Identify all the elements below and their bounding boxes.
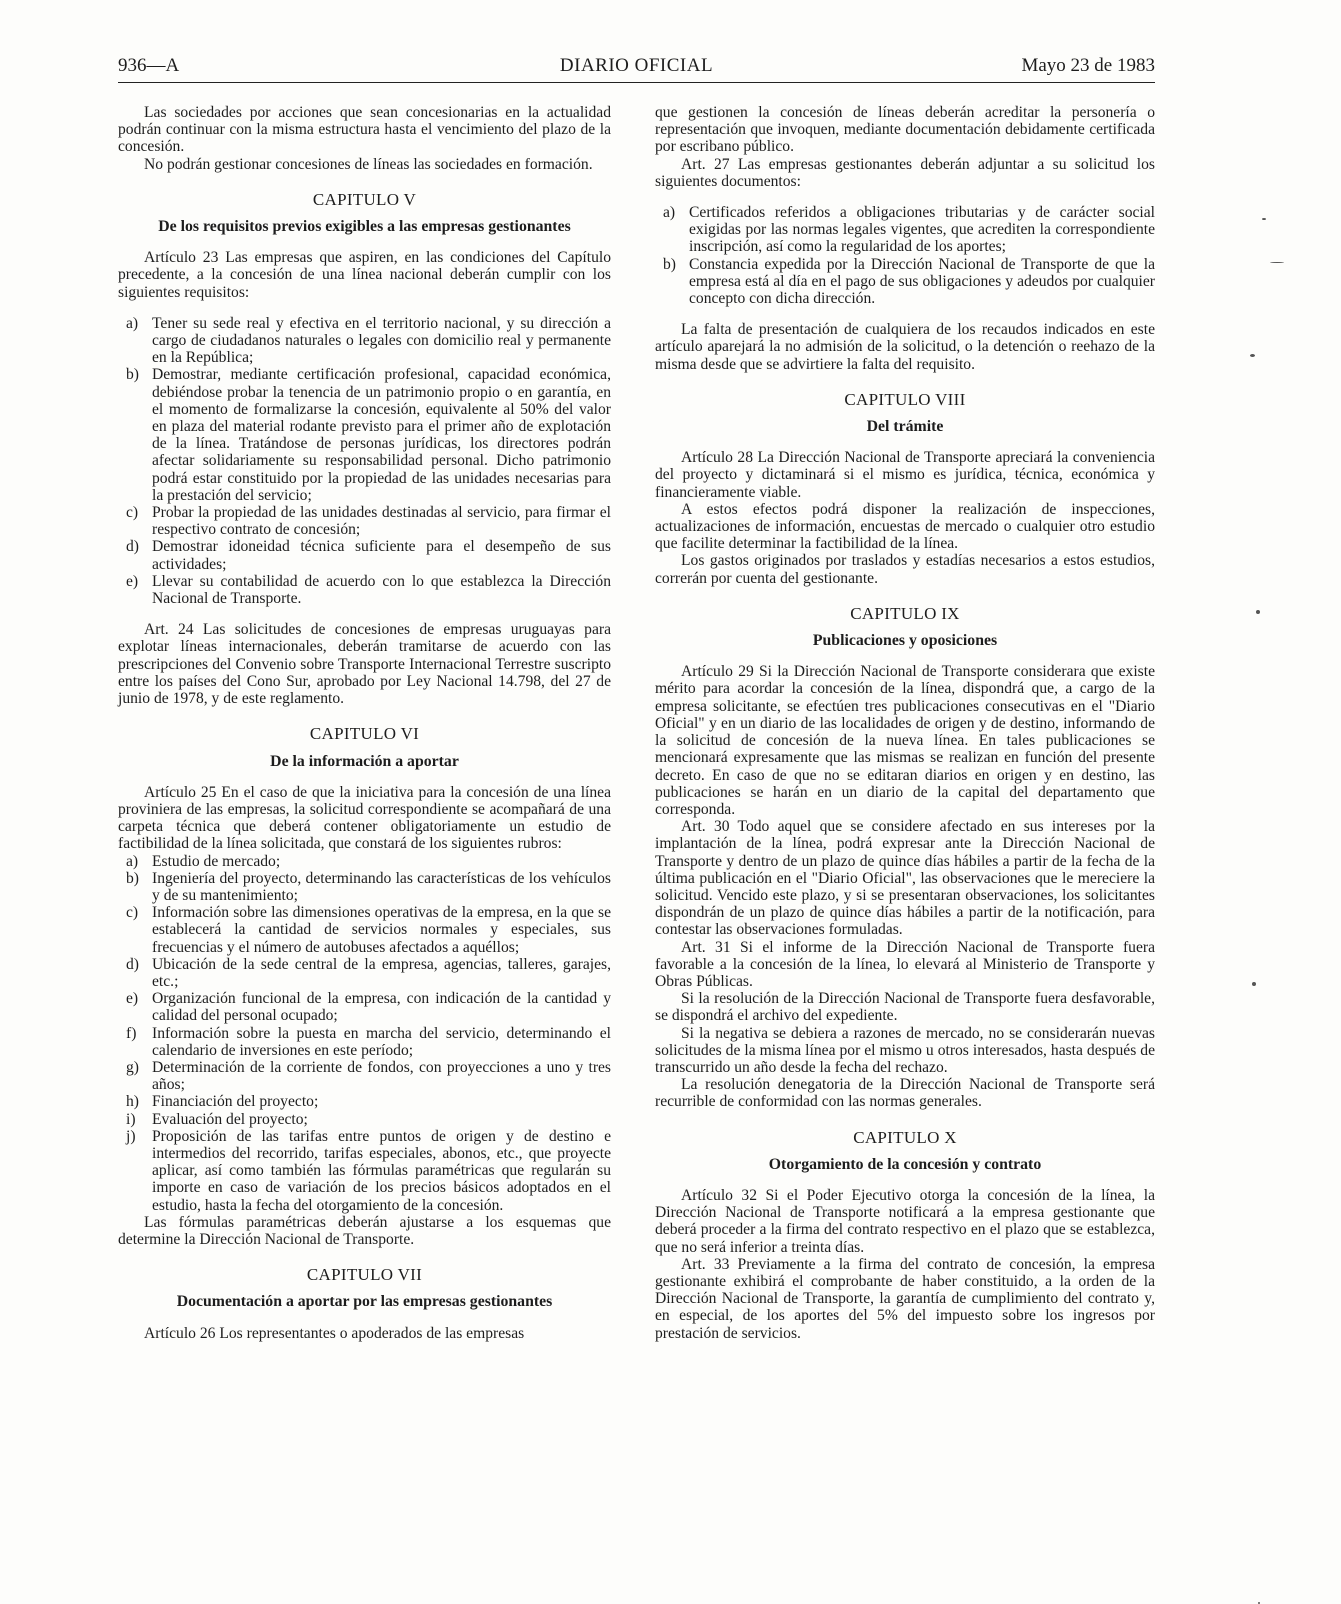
article-paragraph: Art. 31 Si el informe de la Dirección Nacional de Transporte fuera favorable a la concesión de la línea, lo elevará al Ministerio de Transporte y Obras Públicas.: [655, 938, 1155, 990]
chapter-subtitle: Otorgamiento de la concesión y contrato: [768, 1155, 1042, 1173]
article-paragraph: Artículo 23 Las empresas que aspiren, en las condiciones del Capítulo precedente, a la concesión de una línea nacional deberán cumplir con los siguientes requisitos:: [118, 249, 611, 301]
list-item: h) Financiación del proyecto;: [126, 1093, 319, 1111]
chapter-subtitle: De la información a aportar: [270, 752, 459, 770]
paragraph: La resolución denegatoria de la Dirección Nacional de Transporte será recurrible de conformidad con las normas generales.: [655, 1076, 1155, 1111]
chapter-subtitle: Del trámite: [866, 418, 944, 436]
paragraph: Las sociedades por acciones que sean concesionarias en la actualidad podrán continuar con la misma estructura hasta el vencimiento del plazo de la concesión.: [118, 104, 611, 156]
chapter-title: CAPITULO X: [853, 1127, 957, 1147]
list-item: e) Llevar su contabilidad de acuerdo con lo que establezca la Dirección Nacional de Transporte.: [126, 572, 611, 608]
article-paragraph: Artículo 29 Si la Dirección Nacional de Transporte considerara que existe mérito para acordar la concesión de la línea, dispondrá que, a cargo de la empresa solicitante, se efectúen tres publicaciones consecutivas en el "Diario Oficial" y en un diario de las localidades de origen y de destino, informando de la solicitud de concesión de la nueva línea. En tales publicaciones se mencionará expresamente que las mismas se realizan en función del presente decreto. En caso de que no se editaran diarios en origen y en destino, las publicaciones se harán en un diario de la capital del departamento que corresponda.: [655, 663, 1155, 818]
chapter-title: CAPITULO IX: [850, 603, 960, 623]
right-column: [655, 104, 1155, 1342]
chapter-subtitle: De los requisitos previos exigibles a las empresas gestionantes: [158, 218, 571, 236]
article-paragraph: Art. 27 Las empresas gestionantes deberán adjuntar a su solicitud los siguientes documentos:: [655, 155, 1155, 190]
list-item: e) Organización funcional de la empresa, con indicación de la cantidad y calidad del personal ocupado;: [126, 990, 611, 1025]
chapter-subtitle: Documentación a aportar por las empresas gestionantes: [176, 1293, 553, 1311]
scan-speck: [1250, 354, 1255, 357]
list-item: d) Demostrar idoneidad técnica suficiente para el desempeño de sus actividades;: [126, 538, 611, 573]
scan-speck: [1270, 262, 1284, 263]
list-item: f) Información sobre la puesta en marcha del servicio, determinando el calendario de inversiones en este período;: [126, 1024, 611, 1059]
article-paragraph: Art. 30 Todo aquel que se considere afectado en sus intereses por la implantación de la línea, podrá expresar ante la Dirección Nacional de Transporte y dentro de un plazo de quince días hábiles a partir de la fecha de la última publicación en el "Diario Oficial", las observaciones que le mereciere la solicitud. Vencido este plazo, y si se presentaran observaciones, los solicitantes dispondrán de un plazo de quince días hábiles a partir de la notificación, para contestar las observaciones formuladas.: [655, 818, 1155, 939]
list-item: b) Demostrar, mediante certificación profesional, capacidad económica, debiéndose probar la tenencia de un patrimonio propio o en garantía, en el momento de formalizarse la concesión, equivalente al 50% del valor en plaza del material rodante previsto para el primer año de explotación de la línea. Tratándose de personas jurídicas, los directores podrán afectar solidariamente su responsabilidad personal. Dicho patrimonio podrá estar constituido por la propiedad de las unidades necesarias para la prestación del servicio;: [126, 366, 611, 504]
publication-name: DIARIO OFICIAL: [559, 55, 714, 76]
page-header: [118, 55, 1155, 81]
paragraph: Si la resolución de la Dirección Nacional de Transporte fuera desfavorable, se dispondrá el archivo del expediente.: [655, 990, 1155, 1025]
list-item: d) Ubicación de la sede central de la empresa, agencias, talleres, garajes, etc.;: [126, 955, 611, 990]
list-item: c) Probar la propiedad de las unidades destinadas al servicio, para firmar el respectivo contrato de concesión;: [126, 504, 611, 539]
list-item: c) Información sobre las dimensiones operativas de la empresa, en la que se establecerá la cantidad de servicios normales y especiales, sus frecuencias y el número de autobuses afectados a aquéllos;: [126, 904, 611, 956]
issue-date: Mayo 23 de 1983: [1021, 55, 1155, 76]
documents-list: [655, 204, 1155, 307]
article-paragraph: Artículo 26 Los representantes o apoderados de las empresas: [144, 1324, 525, 1342]
page-number: 936—A: [118, 55, 180, 76]
paragraph: No podrán gestionar concesiones de líneas las sociedades en formación.: [144, 155, 593, 173]
paragraph: Las fórmulas paramétricas deberán ajustarse a los esquemas que determine la Dirección Nacional de Transporte.: [118, 1213, 611, 1248]
list-item: a) Estudio de mercado;: [126, 852, 281, 870]
scan-speck: [1262, 218, 1266, 220]
article-paragraph: Artículo 28 La Dirección Nacional de Transporte apreciará la conveniencia del proyecto y dictaminará si el mismo es jurídica, técnica, económica y financieramente viable.: [655, 449, 1155, 501]
list-item: b) Constancia expedida por la Dirección Nacional de Transporte de que la empresa está al día en el pago de sus obligaciones y adeudos por cualquier concepto con dicha dirección.: [663, 255, 1155, 308]
article-paragraph: Artículo 32 Si el Poder Ejecutivo otorga la concesión de la línea, la Dirección Nacional de Transporte notificará a la empresa gestionante que deberá proceder a la firma del contrato respectivo en el plazo que se establezca, que no será inferior a treinta días.: [655, 1186, 1155, 1256]
paragraph: Los gastos originados por traslados y estadías necesarios a estos estudios, correrán por cuenta del gestionante.: [655, 552, 1155, 587]
chapter-title: CAPITULO VI: [309, 724, 420, 744]
requirements-list: [118, 315, 611, 607]
list-item: a) Tener su sede real y efectiva en el territorio nacional, y su dirección a cargo de ciudadanos naturales o legales con domicilio real y permanente en la República;: [126, 314, 611, 367]
paragraph: A estos efectos podrá disponer la realización de inspecciones, actualizaciones de información, encuestas de mercado o cualquier otro estudio que facilite determinar la factibilidad de la línea.: [655, 500, 1155, 553]
scan-speck: [1256, 610, 1260, 614]
chapter-title: CAPITULO VIII: [844, 389, 966, 409]
paragraph: La falta de presentación de cualquiera de los recaudos indicados en este artículo aparejará la no admisión de la solicitud, o la detención o reehazo de la misma desde que se advirtiere la falta del requisito.: [655, 321, 1155, 373]
list-item: i) Evaluación del proyecto;: [126, 1110, 308, 1128]
list-item: g) Determinación de la corriente de fondos, con proyecciones a uno y tres años;: [126, 1058, 611, 1094]
paragraph: que gestionen la concesión de líneas deberán acreditar la personería o representación que invoquen, mediante documentación debidamente certificada por escribano público.: [655, 104, 1155, 156]
rubros-list: [118, 853, 611, 1214]
list-item: b) Ingeniería del proyecto, determinando las características de los vehículos y de su mantenimiento;: [126, 869, 611, 904]
chapter-subtitle: Publicaciones y oposiciones: [812, 632, 998, 650]
header-rule: [118, 82, 1155, 83]
scan-speck: [1252, 982, 1256, 986]
left-column: [118, 104, 611, 1342]
article-paragraph: Art. 24 Las solicitudes de concesiones de empresas uruguayas para explotar líneas internacionales, deberán tramitarse de acuerdo con las prescripciones del Convenio sobre Transporte Internacional Terrestre suscripto entre los países del Cono Sur, aprobado por Ley Nacional 14.798, del 27 de junio de 1978, y de este reglamento.: [118, 621, 611, 708]
chapter-title: CAPITULO VII: [306, 1265, 423, 1285]
list-item: a) Certificados referidos a obligaciones tributarias y de carácter social exigidas por las normas legales vigentes, que acrediten la correspondiente inscripción, así como la regularidad de los aportes;: [663, 204, 1155, 256]
chapter-title: CAPITULO V: [312, 189, 417, 209]
article-paragraph: Artículo 25 En el caso de que la iniciativa para la concesión de una línea proviniera de las empresas, la solicitud correspondiente se acompañará de una carpeta técnica que deberá contener obligatoriamente un estudio de factibilidad de la línea solicitada, que constará de los siguientes rubros:: [118, 783, 611, 853]
article-paragraph: Art. 33 Previamente a la firma del contrato de concesión, la empresa gestionante exhibirá el comprobante de haber constituido, a la orden de la Dirección Nacional de Transporte, la garantía de cumplimiento del contrato y, en especial, de los aportes del 5% del impuesto sobre los ingresos por prestación de servicios.: [655, 1255, 1155, 1342]
paragraph: Si la negativa se debiera a razones de mercado, no se considerarán nuevas solicitudes de la misma línea por el mismo u otros interesados, hasta después de transcurrido un año desde la fecha del rechazo.: [655, 1024, 1155, 1076]
list-item: j) Proposición de las tarifas entre puntos de origen y de destino e intermedios del recorrido, tarifas especiales, abonos, etc., que proyecte aplicar, así como también las fórmulas paramétricas que regularán su importe en caso de variación de los precios básicos adoptados en el estudio, hasta la fecha del otorgamiento de la concesión.: [126, 1127, 611, 1214]
